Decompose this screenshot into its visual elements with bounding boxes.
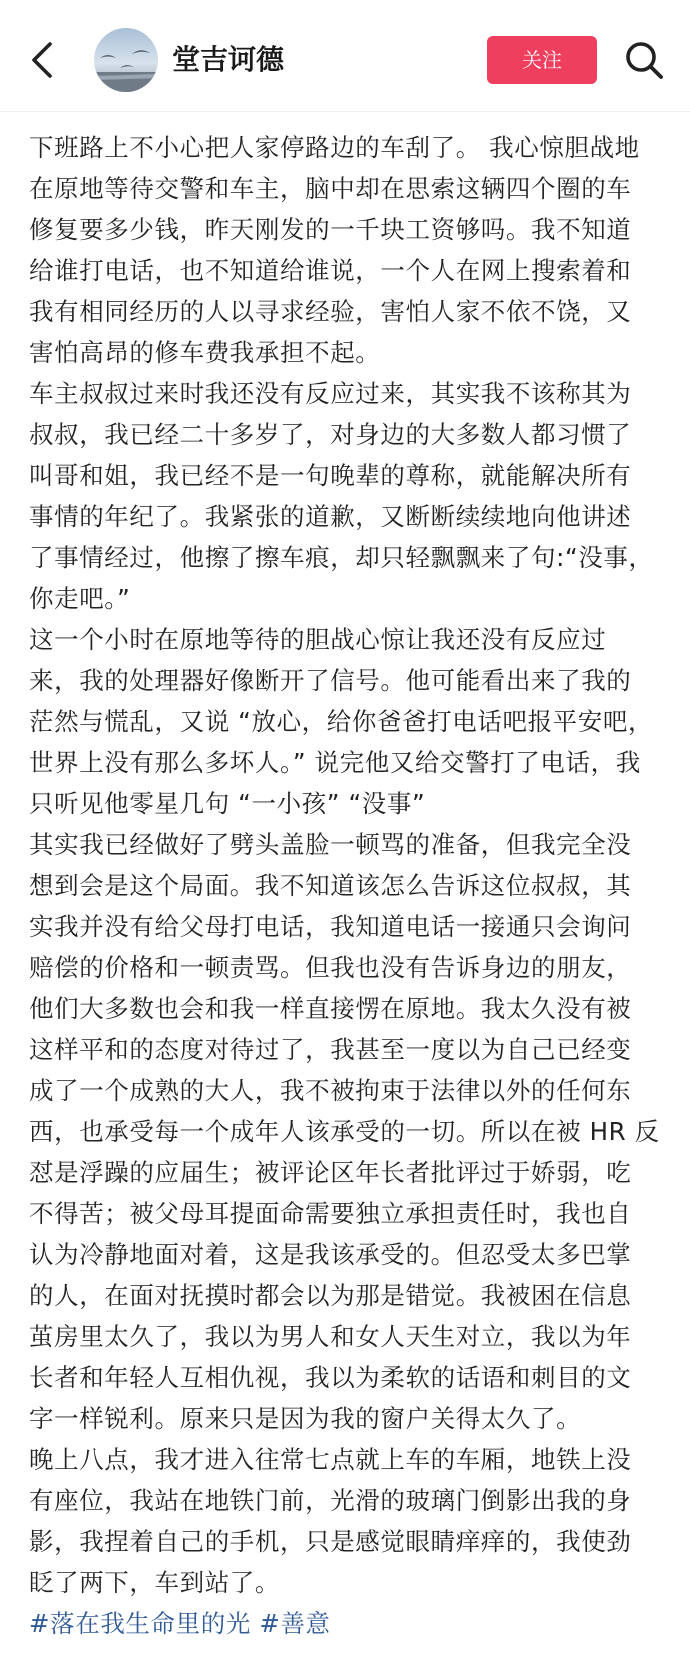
post-text-line: 这一个小时在原地等待的胆战心惊让我还没有反应过 <box>29 625 607 654</box>
post-text-line: 我有相同经历的人以寻求经验，害怕人家不依不饶，又 <box>29 297 632 326</box>
post-text-line: 了事情经过，他擦了擦车痕，却只轻飘飘来了句:“没事， <box>29 543 654 572</box>
post-text-line: 你走吧。” <box>29 584 131 613</box>
post-text-line: 世界上没有那么多坏人。” 说完他又给交警打了电话，我 <box>29 748 641 777</box>
post-text-line: 赔偿的价格和一顿责骂。但我也没有告诉身边的朋友， <box>29 953 632 982</box>
post-text-line: 晚上八点，我才进入往常七点就上车的车厢，地铁上没 <box>29 1445 632 1474</box>
post-text-line: 实我并没有给父母打电话，我知道电话一接通只会询问 <box>29 912 632 941</box>
post-text-line: 茫然与慌乱，又说 “放心，给你爸爸打电话吧报平安吧， <box>29 707 654 736</box>
avatar[interactable] <box>94 28 158 92</box>
post-text-line: 来，我的处理器好像断开了信号。他可能看出来了我的 <box>29 666 632 695</box>
top-bar <box>0 0 690 112</box>
post-text-line: 他们大多数也会和我一样直接愣在原地。我太久没有被 <box>29 994 632 1023</box>
follow-button[interactable]: 关注 <box>487 36 597 84</box>
post-text-line: 修复要多少钱，昨天刚发的一千块工资够吗。我不知道 <box>29 215 632 244</box>
post-text-line: 成了一个成熟的大人，我不被拘束于法律以外的任何东 <box>29 1076 632 1105</box>
post-text-line: 茧房里太久了，我以为男人和女人天生对立，我以为年 <box>29 1322 632 1351</box>
post-text-line: 长者和年轻人互相仇视，我以为柔软的话语和刺目的文 <box>29 1363 632 1392</box>
back-button[interactable] <box>26 38 62 82</box>
search-icon <box>622 38 666 82</box>
post-text-line: 认为冷静地面对着，这是我该承受的。但忍受太多巴掌 <box>29 1240 632 1269</box>
post-text-line: 叫哥和姐，我已经不是一句晚辈的尊称，就能解决所有 <box>29 461 632 490</box>
post-text-line: 叔叔，我已经二十多岁了，对身边的大多数人都习惯了 <box>29 420 632 449</box>
post-text-line: 其实我已经做好了劈头盖脸一顿骂的准备，但我完全没 <box>29 830 632 859</box>
post-text-line: 只听见他零星几句 “一小孩” “没事” <box>29 789 426 818</box>
post-text-line: 眨了两下，车到站了。 <box>29 1568 280 1597</box>
post-text-line: 有座位，我站在地铁门前，光滑的玻璃门倒影出我的身 <box>29 1486 632 1515</box>
post-text-line: 的人，在面对抚摸时都会以为那是错觉。我被困在信息 <box>29 1281 632 1310</box>
post-text-line: 害怕高昂的修车费我承担不起。 <box>29 338 381 367</box>
post-text-line: 想到会是这个局面。我不知道该怎么告诉这位叔叔，其 <box>29 871 632 900</box>
post-text-line: 车主叔叔过来时我还没有反应过来，其实我不该称其为 <box>29 379 632 408</box>
post-text-line: 给谁打电话，也不知道给谁说，一个人在网上搜索着和 <box>29 256 632 285</box>
header-divider <box>0 111 690 112</box>
post-text-line: 不得苦；被父母耳提面命需要独立承担责任时，我也自 <box>29 1199 632 1228</box>
chevron-left-icon <box>26 38 62 82</box>
avatar-image <box>94 28 158 92</box>
post-text-line: 西，也承受每一个成年人该承受的一切。所以在被 HR 反 <box>29 1117 660 1146</box>
username[interactable]: 堂吉诃德 <box>172 43 285 76</box>
post-text-line: 在原地等待交警和车主，脑中却在思索这辆四个圈的车 <box>29 174 632 203</box>
post-text-line: 下班路上不小心把人家停路边的车刮了。 我心惊胆战地 <box>29 133 640 162</box>
post-text-line: 这样平和的态度对待过了，我甚至一度以为自己已经变 <box>29 1035 632 1064</box>
hashtag-row <box>29 1603 669 1644</box>
post-body <box>29 127 669 1644</box>
hashtag-link[interactable]: #善意 <box>259 1609 331 1638</box>
post-text-line: 字一样锐利。原来只是因为我的窗户关得太久了。 <box>29 1404 582 1433</box>
hashtag-link[interactable]: #落在我生命里的光 <box>29 1609 251 1638</box>
search-button[interactable] <box>622 38 666 82</box>
post-text-line: 事情的年纪了。我紧张的道歉，又断断续续地向他讲述 <box>29 502 632 531</box>
post-text-line: 影，我捏着自己的手机，只是感觉眼睛痒痒的，我使劲 <box>29 1527 632 1556</box>
post-text-line: 怼是浮躁的应届生；被评论区年长者批评过于娇弱，吃 <box>29 1158 632 1187</box>
